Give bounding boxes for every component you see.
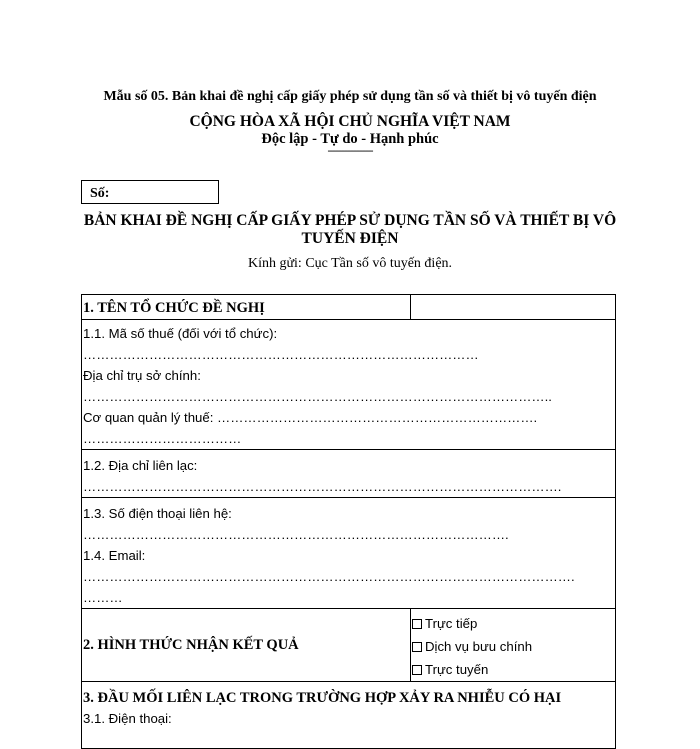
delivery-option-postal[interactable]: Dịch vụ bưu chính (412, 635, 615, 658)
email-field[interactable]: …………………………………………………………………………………………………. (83, 569, 575, 584)
phone-email-cell (82, 498, 616, 609)
document-number-box[interactable] (81, 180, 219, 204)
contact-phone-field[interactable]: ……………………………………………………………………………………. (83, 527, 509, 542)
tax-office-field[interactable]: Cơ quan quản lý thuế: ………………………………………………………………. (83, 410, 538, 425)
email-label: 1.4. Email: (83, 548, 146, 563)
tax-office-field-continued[interactable]: ……………………………… (83, 431, 242, 446)
email-field-continued[interactable]: ……… (83, 590, 123, 605)
checkbox-icon[interactable] (412, 665, 422, 675)
delivery-option-online[interactable]: Trực tuyến (412, 658, 615, 681)
head-office-address-label: Địa chỉ trụ sở chính: (83, 368, 201, 383)
section-1-heading: 1. TÊN TỔ CHỨC ĐỀ NGHỊ (83, 300, 265, 316)
form-title: Mẫu số 05. Bản khai đề nghị cấp giấy phép sử dụng tần số và thiết bị vô tuyến điện (103, 89, 597, 104)
document-title-line-1: BẢN KHAI ĐỀ NGHỊ CẤP GIẤY PHÉP SỬ DỤNG TẦN SỐ VÀ THIẾT BỊ VÔ (83, 212, 617, 229)
head-office-address-field[interactable]: …………………………………………………………………………………………….. (83, 389, 552, 404)
document-title (0, 212, 700, 248)
contact-phone-label: 1.3. Số điện thoại liên hệ: (83, 506, 232, 521)
section-2-heading-cell (82, 609, 411, 682)
delivery-options-cell (411, 609, 616, 682)
nation-heading: CỘNG HÒA XÃ HỘI CHỦ NGHĨA VIỆT NAM (189, 113, 511, 130)
section-1-heading-cell (82, 295, 411, 320)
tax-code-field[interactable]: ……………………………………………………………………………… (83, 347, 479, 362)
tax-code-label: 1.1. Mã số thuế (đối với tổ chức): (83, 326, 278, 341)
section-3-cell (82, 682, 616, 749)
organization-info-cell (82, 320, 616, 450)
motto: Độc lập - Tự do - Hạnh phúc (261, 131, 439, 147)
checkbox-icon[interactable] (412, 642, 422, 652)
document-title-line-2: TUYẾN ĐIỆN (301, 230, 399, 247)
application-form-table (81, 294, 616, 749)
section-3-heading: 3. ĐẦU MỐI LIÊN LẠC TRONG TRƯỜNG HỢP XẢY RA NHIỄU CÓ HẠI (83, 690, 562, 706)
document-number-label: Số: (90, 186, 110, 201)
delivery-option-in-person[interactable]: Trực tiếp (412, 612, 615, 635)
section-1-empty-cell[interactable] (411, 295, 616, 320)
checkbox-icon[interactable] (412, 619, 422, 629)
recipient-line: Kính gửi: Cục Tần số vô tuyến điện. (247, 256, 453, 271)
contact-address-label: 1.2. Địa chỉ liên lạc: (83, 458, 198, 473)
contact-address-cell (82, 450, 616, 498)
contact-address-field[interactable]: ………………………………………………………………………………………………. (83, 479, 562, 494)
section-2-heading: 2. HÌNH THỨC NHẬN KẾT QUẢ (83, 636, 299, 653)
title-rule: --------------- (327, 143, 373, 157)
interference-phone-label: 3.1. Điện thoại: (83, 711, 172, 726)
